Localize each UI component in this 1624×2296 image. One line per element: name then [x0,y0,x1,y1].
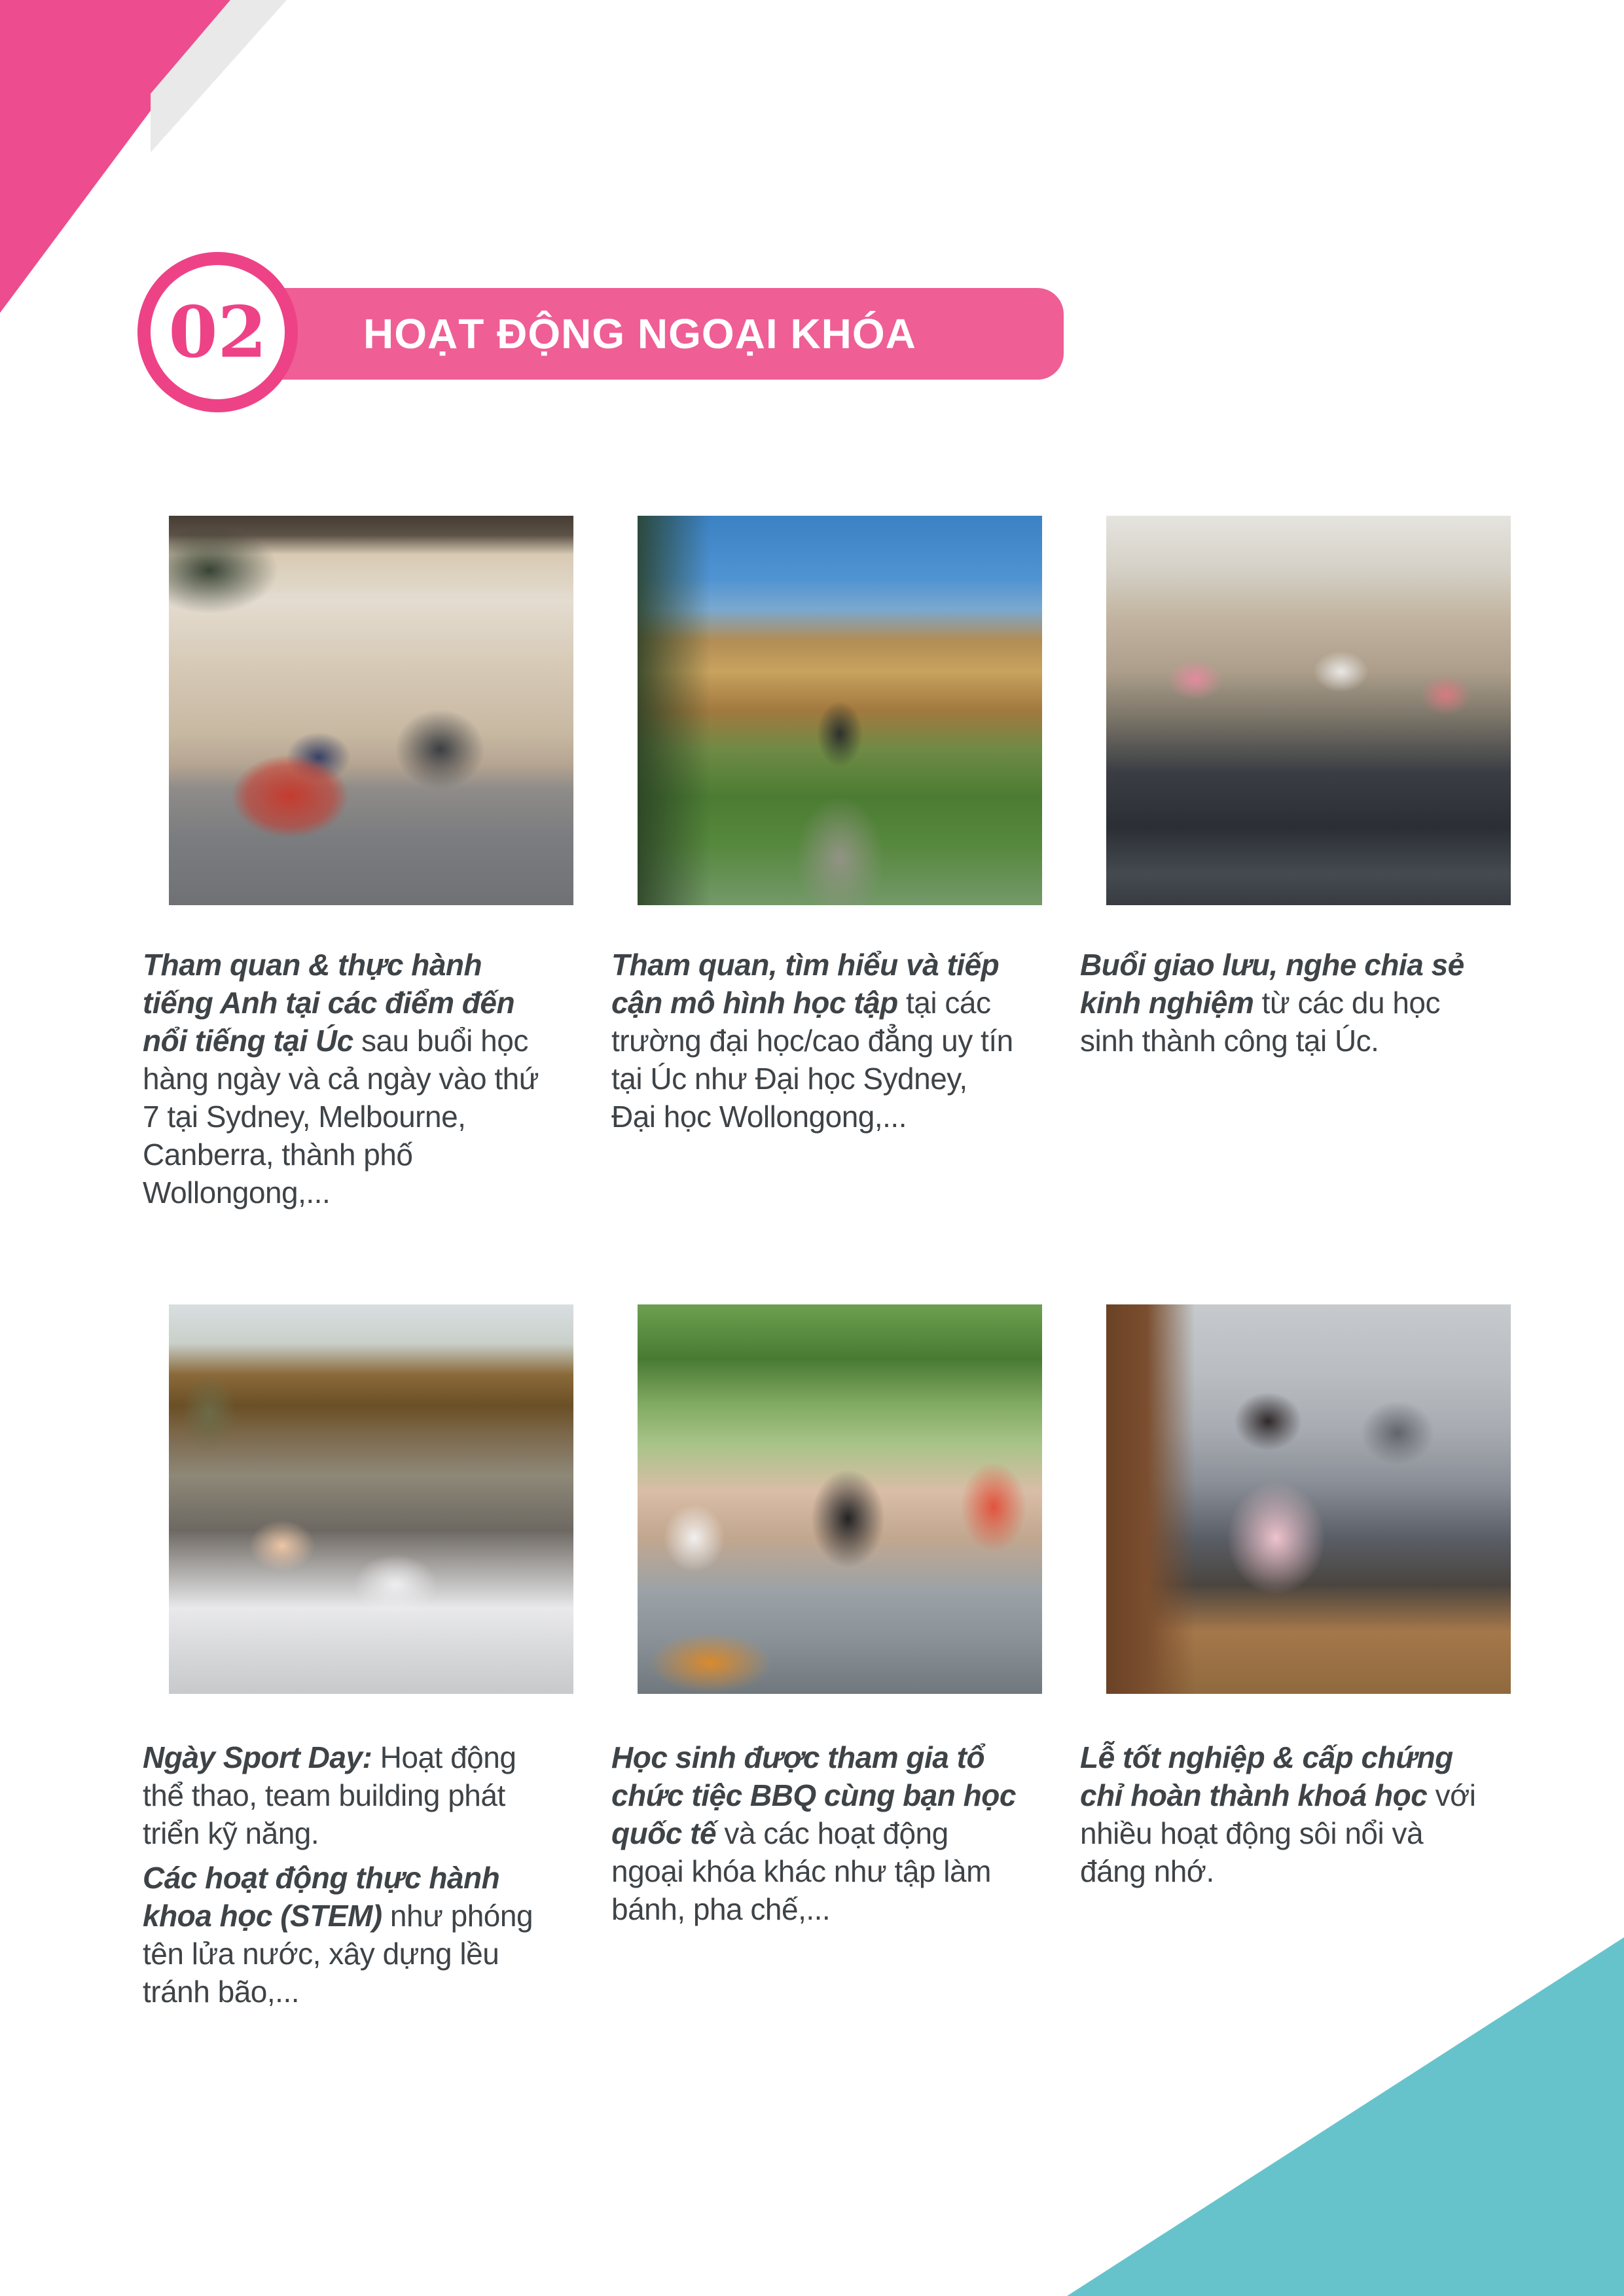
section-number: 02 [168,291,267,374]
caption-bbq-party [611,1738,1016,1928]
caption-university-visit [611,946,1016,1136]
caption-body: tại các trường đại học/cao đẳng uy tín tại Úc như Đại học Sydney, Đại học Wollongong,... [611,986,1013,1134]
caption-lead: Tham quan & thực hành tiếng Anh tại các điểm đến nổi tiếng tại Úc [143,948,515,1058]
caption-sport-day-stem [143,1738,547,2011]
caption-text [1080,1738,1485,1890]
caption-lead: Các hoạt động thực hành khoa học (STEM) [143,1861,500,1933]
caption-body: sau buổi học hàng ngày và cả ngày vào thứ 7 tại Sydney, Melbourne, Canberra, thành phố Wollongong,... [143,1024,539,1210]
caption-body: như phóng tên lửa nước, xây dựng lều tránh bão,... [143,1899,533,2009]
caption-text [143,1738,547,1852]
sydney-university-campus-photo [638,516,1042,905]
caption-lead: Ngày Sport Day: [143,1740,372,1774]
caption-lead: Học sinh được tham gia tổ chức tiệc BBQ cùng bạn học quốc tế [611,1740,1016,1850]
caption-lead: Buổi giao lưu, nghe chia sẻ kinh nghiệm [1080,948,1464,1020]
caption-graduation [1080,1738,1485,1890]
section-number-badge [137,252,298,412]
caption-text [143,1859,547,2011]
caption-text [1080,946,1485,1060]
caption-sharing-session [1080,946,1485,1060]
sport-day-group-photo [169,1304,573,1694]
decor-triangle-teal-bottom-right [1067,1937,1624,2296]
caption-text [611,946,1016,1136]
section-title: HOẠT ĐỘNG NGOẠI KHÓA [363,310,916,357]
caption-excursions [143,946,547,1211]
caption-body: và các hoạt động ngoại khóa khác như tập làm bánh, pha chế,... [611,1816,991,1926]
graduation-certificate-photo [1106,1304,1511,1694]
spiderman-wax-museum-photo [169,516,573,905]
caption-lead: Lễ tốt nghiệp & cấp chứng chỉ hoàn thành khoá học [1080,1740,1453,1812]
section-title-banner [216,288,1064,380]
caption-text [611,1738,1016,1928]
alumni-sharing-session-photo [1106,516,1511,905]
caption-body: từ các du học sinh thành công tại Úc. [1080,986,1441,1058]
caption-text [143,946,547,1211]
caption-lead: Tham quan, tìm hiểu và tiếp cận mô hình học tập [611,948,1000,1020]
bbq-party-students-photo [638,1304,1042,1694]
caption-body: với nhiều hoạt động sôi nổi và đáng nhớ. [1080,1778,1476,1888]
caption-body: Hoạt động thể thao, team building phát triển kỹ năng. [143,1740,516,1850]
